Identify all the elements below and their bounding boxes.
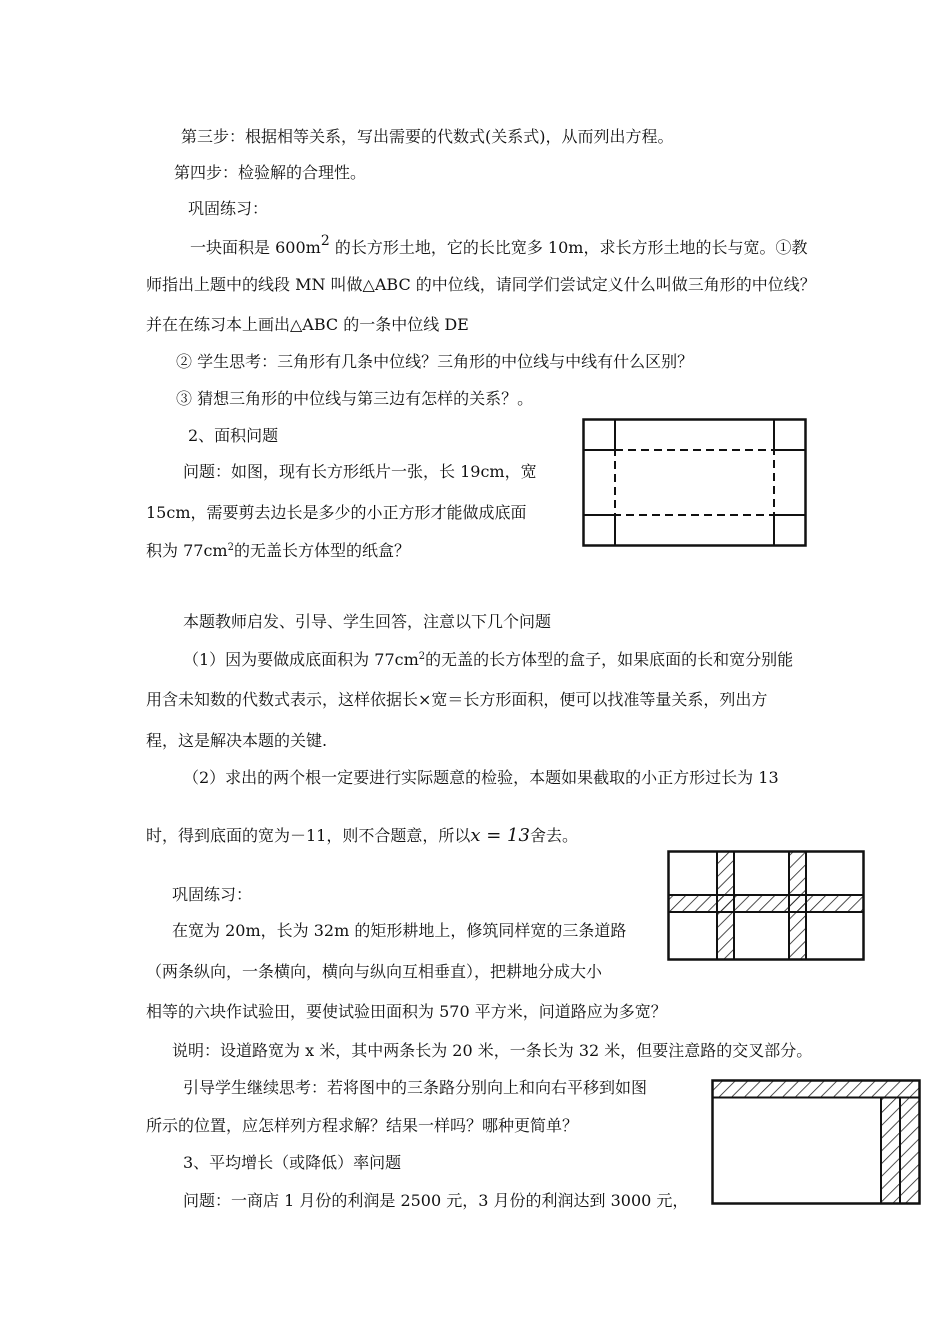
teacher-guide-text: 本题教师启发、引导、学生回答，注意以下几个问题: [183, 612, 552, 631]
practice-heading-2: 巩固练习：: [172, 885, 253, 904]
rate-problem-text: 问题：一商店 1 月份的利润是 2500 元，3 月份的利润达到 3000 元，: [183, 1191, 689, 1210]
road-problem-line3: 相等的六块作试验田，要使试验田面积为 570 平方米，问道路应为多宽？: [146, 1002, 667, 1021]
section2-heading: 2、面积问题: [188, 426, 279, 445]
question3-text: ③ 猜想三角形的中位线与第三边有怎样的关系？。: [176, 389, 534, 408]
note2-line2: 时，得到底面的宽为－11，则不合题意，所以x = 13舍去。: [146, 825, 578, 846]
question1-line1: 一块面积是 600m2 的长方形土地，它的长比宽多 10m，求长方形土地的长与宽。①教: [190, 233, 808, 257]
area-problem-line3: 积为 $77cm^2$的无盖长方体型的纸盒？: [146, 541, 410, 560]
equation-x-13: x = 13: [470, 825, 530, 846]
field-roads-diagram: [667, 850, 865, 962]
question2-text: ② 学生思考：三角形有几条中位线？三角形的中位线与中线有什么区别？: [176, 352, 694, 371]
section3-heading: 3、平均增长（或降低）率问题: [183, 1153, 402, 1172]
step3-text: 第三步：根据相等关系，写出需要的代数式(关系式)，从而列出方程。: [181, 127, 674, 146]
note1-line2: 用含未知数的代数式表示，这样依据长×宽＝长方形面积，便可以找准等量关系，列出方: [146, 690, 768, 709]
think-line2: 所示的位置，应怎样列方程求解？结果一样吗？哪种更简单？: [146, 1116, 579, 1135]
road-problem-line1: 在宽为 20m，长为 32m 的矩形耕地上，修筑同样宽的三条道路: [172, 921, 627, 940]
note1-line3: 程，这是解决本题的关键.: [146, 731, 328, 750]
shifted-roads-diagram: [711, 1079, 921, 1205]
paper-box-diagram: [582, 418, 808, 548]
explanation-text: 说明：设道路宽为 x 米，其中两条长为 20 米，一条长为 32 米，但要注意路的交叉部分。: [172, 1041, 813, 1060]
question1-line3: 并在在练习本上画出△ABC 的一条中位线 DE: [146, 315, 469, 334]
question1-line2: 师指出上题中的线段 MN 叫做△ABC 的中位线，请同学们尝试定义什么叫做三角形的中位线？: [146, 275, 816, 294]
note2-line1: （2）求出的两个根一定要进行实际题意的检验，本题如果截取的小正方形过长为 13: [183, 768, 779, 787]
note1-line1: （1）因为要做成底面积为 $77cm^2$的无盖的长方体型的盒子，如果底面的长和宽分别能: [183, 650, 794, 669]
step4-text: 第四步：检验解的合理性。: [174, 163, 367, 182]
practice-heading-1: 巩固练习：: [188, 199, 269, 218]
area-problem-line1: 问题：如图，现有长方形纸片一张，长 19cm，宽: [183, 462, 537, 481]
area-problem-line2: 15cm，需要剪去边长是多少的小正方形才能做成底面: [146, 503, 527, 522]
think-line1: 引导学生继续思考：若将图中的三条路分别向上和向右平移到如图: [183, 1078, 648, 1097]
road-problem-line2: （两条纵向，一条横向，横向与纵向互相垂直），把耕地分成大小: [146, 962, 603, 981]
